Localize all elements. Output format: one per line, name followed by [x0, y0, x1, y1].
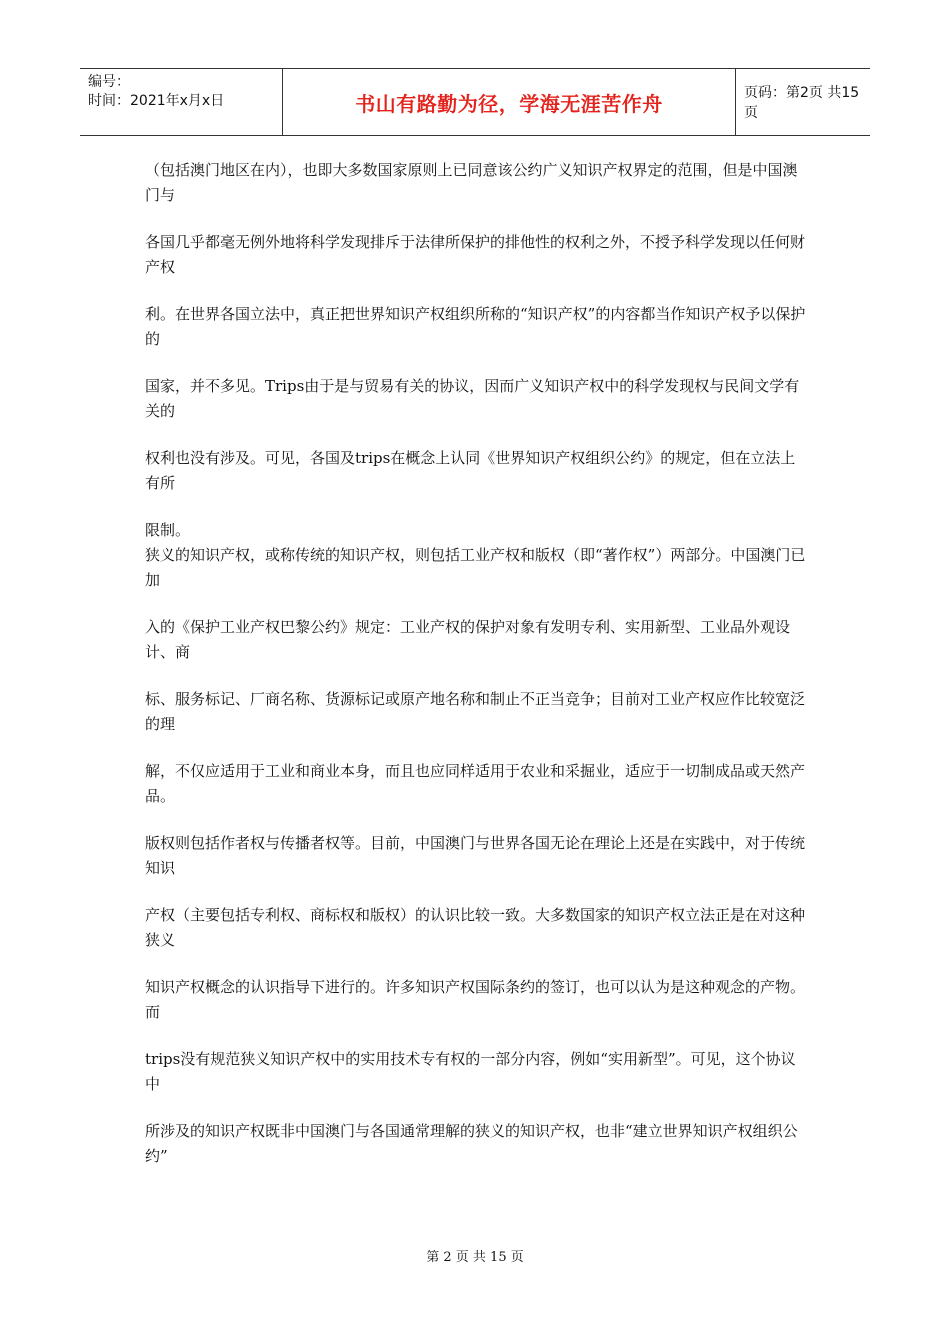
paragraph: 限制。: [145, 521, 191, 539]
paragraph: 版权则包括作者权与传播者权等。目前，中国澳门与世界各国无论在理论上还是在实践中，对于传统知识: [145, 834, 806, 877]
footer-page-number: 第 2 页 共 15 页: [426, 1250, 524, 1265]
paragraph: 各国几乎都毫无例外地将科学发现排斥于法律所保护的排他性的权利之外，不授予科学发现以任何财产权: [145, 233, 806, 276]
header-motto-cell: [282, 69, 736, 135]
page-header: [80, 68, 870, 136]
paragraph: 标、服务标记、厂商名称、货源标记或原产地名称和制止不正当竞争；目前对工业产权应作比较宽泛的理: [145, 690, 806, 733]
paragraph: 知识产权概念的认识指导下进行的。许多知识产权国际条约的签订，也可以认为是这种观念的产物。而: [145, 978, 806, 1021]
header-meta: [80, 69, 282, 135]
number-label: 编号：: [88, 74, 130, 90]
paragraph: 狭义的知识产权，或称传统的知识产权，则包括工业产权和版权（即“著作权”）两部分。中国澳门已加: [145, 546, 806, 589]
paragraph: 所涉及的知识产权既非中国澳门与各国通常理解的狭义的知识产权，也非“建立世界知识产权组织公约”: [145, 1122, 798, 1165]
paragraph: 解，不仅应适用于工业和商业本身，而且也应同样适用于农业和采掘业，适应于一切制成品或天然产品。: [145, 762, 806, 805]
page-footer: [0, 1246, 950, 1265]
paragraph: 国家，并不多见。Trips由于是与贸易有关的协议，因而广义知识产权中的科学发现权与民间文学有关的: [145, 377, 800, 420]
header-page-info: [736, 69, 870, 135]
page-info-text: 页码：第2页 共15页: [744, 85, 860, 121]
paragraph: （包括澳门地区在内），也即大多数国家原则上已同意该公约广义知识产权界定的范围，但是中国澳门与: [145, 161, 798, 204]
paragraph: 利。在世界各国立法中，真正把世界知识产权组织所称的“知识产权”的内容都当作知识产权予以保护的: [145, 305, 806, 348]
document-body: [145, 158, 810, 1191]
paragraph: 产权（主要包括专利权、商标权和版权）的认识比较一致。大多数国家的知识产权立法正是在对这种狭义: [145, 906, 806, 949]
paragraph: 入的《保护工业产权巴黎公约》规定：工业产权的保护对象有发明专利、实用新型、工业品外观设计、商: [145, 618, 791, 661]
motto-text: 书山有路勤为径，学海无涯苦作舟: [355, 91, 663, 116]
paragraph: trips没有规范狭义知识产权中的实用技术专有权的一部分内容，例如“实用新型”。可见，这个协议中: [145, 1050, 796, 1093]
paragraph: 权利也没有涉及。可见，各国及trips在概念上认同《世界知识产权组织公约》的规定，但在立法上有所: [145, 449, 796, 492]
time-label: 时间：2021年x月x日: [88, 93, 225, 109]
